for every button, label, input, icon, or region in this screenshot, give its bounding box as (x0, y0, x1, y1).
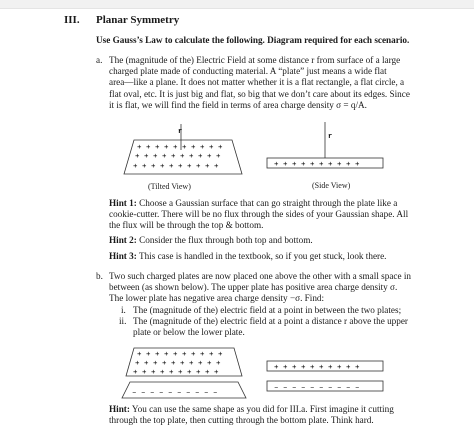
plus-row: + + + + + + + + + + (133, 369, 219, 377)
tilted-view-label: (Tilted View) (148, 182, 191, 191)
part-b-hint-line: You can use the same shape as you did for III.a. First imagine it cutting (131, 404, 394, 414)
tilted-plate-diagram (120, 122, 250, 182)
plus-row: + + + + + + + + + + (274, 364, 360, 372)
hint-3-text: This case is handled in the textbook, so if you get stuck, look there. (138, 251, 387, 261)
plus-row: + + + + + + + + + + (133, 163, 219, 171)
two-plate-tilted-diagram (120, 344, 252, 400)
part-a-line: The (magnitude of the) Electric Field at some distance r from surface of a large (109, 55, 401, 65)
item-i-marker: i. (121, 305, 126, 315)
part-b-hint-label: Hint: (109, 404, 130, 414)
item-ii-line: plate or below the lower plate. (133, 327, 245, 338)
r-label: r (178, 128, 183, 136)
part-a-text (109, 55, 410, 111)
hint-2-label: Hint 2: (109, 235, 137, 245)
hint-2-text: Consider the flux through both top and bottom. (139, 235, 313, 245)
side-view-label: (Side View) (312, 181, 351, 190)
side-plate-diagram (263, 122, 388, 174)
hint-3-label: Hint 3: (109, 251, 137, 261)
plus-row: + + + + + + + + + + (137, 351, 223, 359)
part-b-hint-line: through the top plate, then cutting through the bottom plate. Think hard. (109, 415, 374, 426)
part-b-text (109, 271, 411, 305)
item-ii-text (133, 316, 408, 338)
minus-row: – – – – – – – – – – (132, 389, 218, 397)
plus-row: + + + + + + + + + + (135, 360, 221, 368)
item-ii-marker: ii. (119, 316, 127, 326)
part-a-line: it is flat, we will find the field in terms of area charge density σ = q/A. (109, 99, 367, 110)
part-a-line: charged plate made of conducting material. A “plate” just means a wide flat (109, 66, 387, 77)
two-plate-side-diagram (263, 358, 388, 396)
part-b-hint (109, 404, 394, 426)
plus-row: + + + + + + + + + + (274, 161, 360, 169)
part-b-marker: b. (96, 271, 103, 281)
item-ii-line: The (magnitude of the) electric field at a point a distance r above the upper (133, 316, 408, 326)
minus-row: – – – – – – – – – – (274, 384, 360, 392)
part-b-line: The lower plate has negative area charge density −σ. Find: (109, 293, 325, 304)
part-a-marker: a. (96, 55, 103, 65)
instruction: Use Gauss’s Law to calculate the following. Diagram required for each scenario. (96, 35, 410, 45)
section-number: III. (64, 14, 80, 26)
part-a-line: area—like a plane. It does not matter whether it is a flat rectangle, a flat circle, a (109, 77, 405, 88)
part-b-line: between (as shown below). The upper plate has positive area charge density σ. (109, 282, 398, 293)
part-b-line: Two such charged plates are now placed one above the other with a small space in (109, 271, 412, 281)
part-a-line: flat oval, etc. It is just big and flat, so big that we don’t care about its edges. Since (109, 88, 410, 99)
r-label: r (328, 133, 333, 141)
hint-1-line: cookie-cutter. There will be no flux through the sides of your Gaussian shape. All (109, 209, 409, 220)
top-bar (0, 0, 474, 9)
hint-1-line: Choose a Gaussian surface that can go straight through the plate like a (139, 198, 398, 208)
hint-1-label: Hint 1: (109, 198, 137, 208)
plus-row: + + + + + + + + + + (137, 144, 223, 152)
hint-3 (109, 251, 386, 262)
hint-1-line: the flux will be through the top & bottom. (109, 220, 264, 231)
section-title: Planar Symmetry (96, 14, 180, 26)
hint-1 (109, 198, 408, 232)
hint-2 (109, 235, 313, 246)
plus-row: + + + + + + + + + + (135, 153, 221, 161)
item-i-text: The (magnitude of the) electric field at a point in between the two plates; (133, 305, 402, 315)
